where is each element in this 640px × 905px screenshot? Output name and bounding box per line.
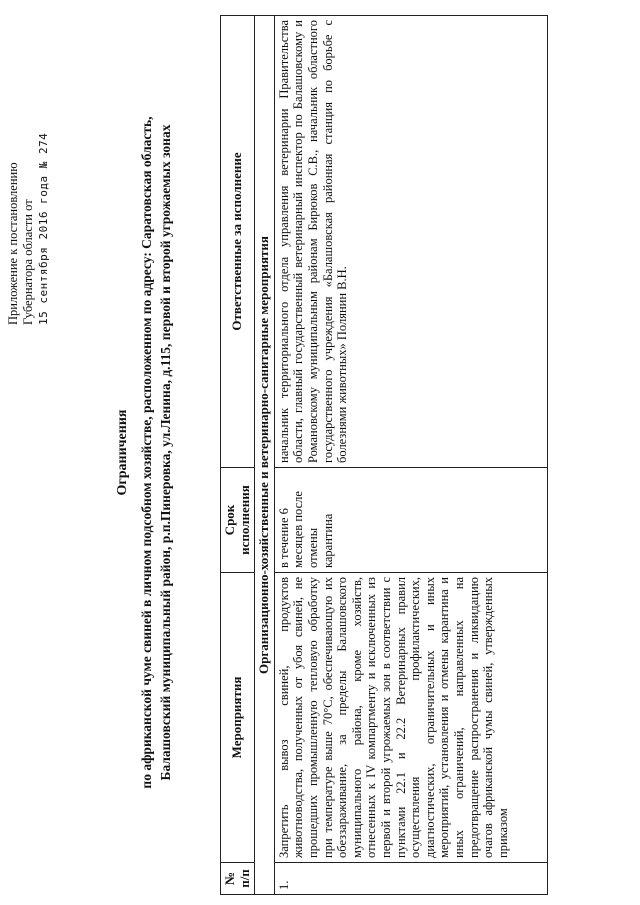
header-number: № п/п	[221, 863, 255, 895]
document-heading: Ограничения	[115, 409, 130, 496]
section-row	[255, 16, 275, 895]
appendix-line-2: Губернатора области от	[21, 199, 35, 325]
document-subtitle-line-2: Балашовский муниципальный район, р.п.Пинеровка, ул.Ленина, д.115, первой и второй угрожаемых зонах	[158, 124, 173, 781]
table-header-row	[221, 16, 255, 895]
appendix-date-number: 15 сентября 2016 года № 274	[37, 132, 50, 325]
row-deadline: в течение 6 месяцев после отмены карантина	[274, 468, 547, 573]
appendix-line-1: Приложение к постановлению	[6, 162, 20, 325]
table-row	[274, 16, 547, 895]
header-deadline: Срок исполнения	[221, 468, 255, 573]
header-measures: Мероприятия	[221, 573, 255, 863]
section-title: Организационно-хозяйственные и ветеринарно-санитарные мероприятия	[255, 16, 275, 895]
restrictions-table	[220, 15, 548, 895]
header-responsible: Ответственные за исполнение	[221, 16, 255, 468]
row-number: 1.	[274, 863, 547, 895]
appendix-note	[6, 25, 51, 325]
row-measures: Запретить вывоз свиней, продуктов животноводства, полученных от убоя свиней, не прошедших промышленную тепловую обработку при температуре выше 70°С, обеспечивающую их обеззараживание, за пределы Балашовского муниципального района, кроме хозяйств, отнесенных к IV компартменту и исключенных из первой и второй угрожаемых зон в соответствии с пунктами 22.1 и 22.2 Ветеринарных правил осуществления профилактических, диагностических, ограничительных и иных мероприятий, установления и отмены карантина и иных ограничений, направленных на предотвращение распространения и ликвидацию очагов африканской чумы свиней, утвержденных приказом	[274, 573, 547, 863]
row-responsible: начальник территориального отдела управления ветеринарии Правительства области, главный государственный ветеринарный инспектор по Балашовскому и Романовскому муниципальным районам Бирюков С.В., начальник областного государственного учреждения «Балашовская районная станция по борьбе с болезнями животных» Полянин В.Н.	[274, 16, 547, 468]
document-subtitle-line-1: по африканской чуме свиней в личном подсобном хозяйстве, расположенном по адресу: Саратовская область,	[139, 116, 154, 789]
